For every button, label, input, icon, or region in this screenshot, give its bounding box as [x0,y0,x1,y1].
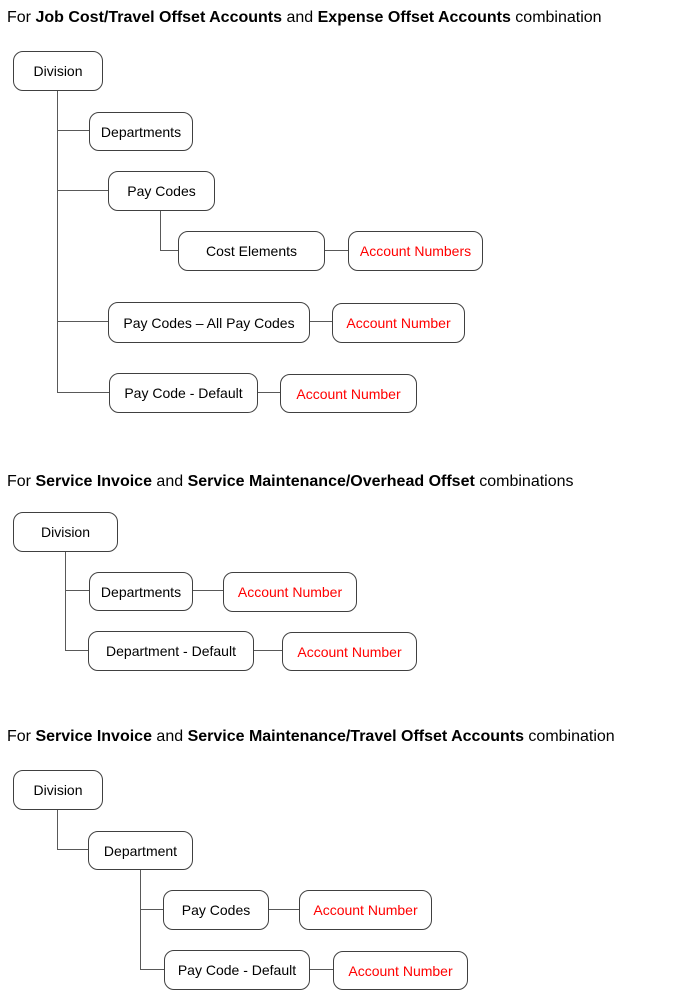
node-division: Division [13,770,103,810]
node-department-default: Department - Default [88,631,254,671]
connector-line [58,190,108,191]
connector-line [57,91,58,393]
section3-heading [7,727,615,747]
connector-line [57,810,58,850]
connector-line [254,650,282,651]
node-pay-codes: Pay Codes [163,890,269,930]
connector-line [193,590,223,591]
heading-text: combination [523,728,615,745]
connector-line [58,849,88,850]
connector-line [58,321,108,322]
connector-line [141,909,163,910]
connector-line [141,969,164,970]
section2-heading [7,472,574,492]
heading-bold-text: Service Invoice [35,728,152,745]
heading-text: combinations [474,473,574,490]
connector-line [66,650,88,651]
connector-line [160,250,178,251]
heading-text: and [282,9,318,26]
heading-text: and [151,728,188,745]
node-departments: Departments [89,572,193,611]
node-departments: Departments [89,112,193,151]
node-account-number: Account Number [299,890,432,930]
connector-line [269,909,299,910]
heading-bold-text: Service Maintenance/Travel Offset Accounts [187,728,524,745]
node-pay-code-default: Pay Code - Default [109,373,258,413]
connector-line [58,130,89,131]
heading-text: For [7,473,36,490]
connector-line [310,321,332,322]
connector-line [325,250,348,251]
heading-bold-text: Job Cost/Travel Offset Accounts [35,9,283,26]
node-account-number: Account Number [280,374,417,413]
node-account-number: Account Number [332,303,465,343]
node-pay-codes-all-pay-codes: Pay Codes – All Pay Codes [108,302,310,343]
node-account-numbers: Account Numbers [348,231,483,271]
node-pay-codes: Pay Codes [108,171,215,211]
connector-line [258,392,280,393]
connector-line [65,552,66,651]
heading-text: For [7,9,36,26]
node-department: Department [88,831,193,870]
heading-bold-text: Service Maintenance/Overhead Offset [187,473,475,490]
connector-line [160,211,161,251]
node-division: Division [13,51,103,91]
heading-text: and [151,473,188,490]
node-account-number: Account Number [223,572,357,612]
connector-line [140,870,141,970]
section1-heading [7,8,602,28]
connector-line [58,392,109,393]
node-pay-code-default: Pay Code - Default [164,950,310,990]
heading-text: For [7,728,36,745]
node-account-number: Account Number [282,632,417,671]
node-account-number: Account Number [333,951,468,990]
node-cost-elements: Cost Elements [178,231,325,271]
heading-bold-text: Expense Offset Accounts [317,9,511,26]
heading-bold-text: Service Invoice [35,473,152,490]
node-division: Division [13,512,118,552]
connector-line [66,590,89,591]
heading-text: combination [510,9,602,26]
connector-line [310,969,333,970]
